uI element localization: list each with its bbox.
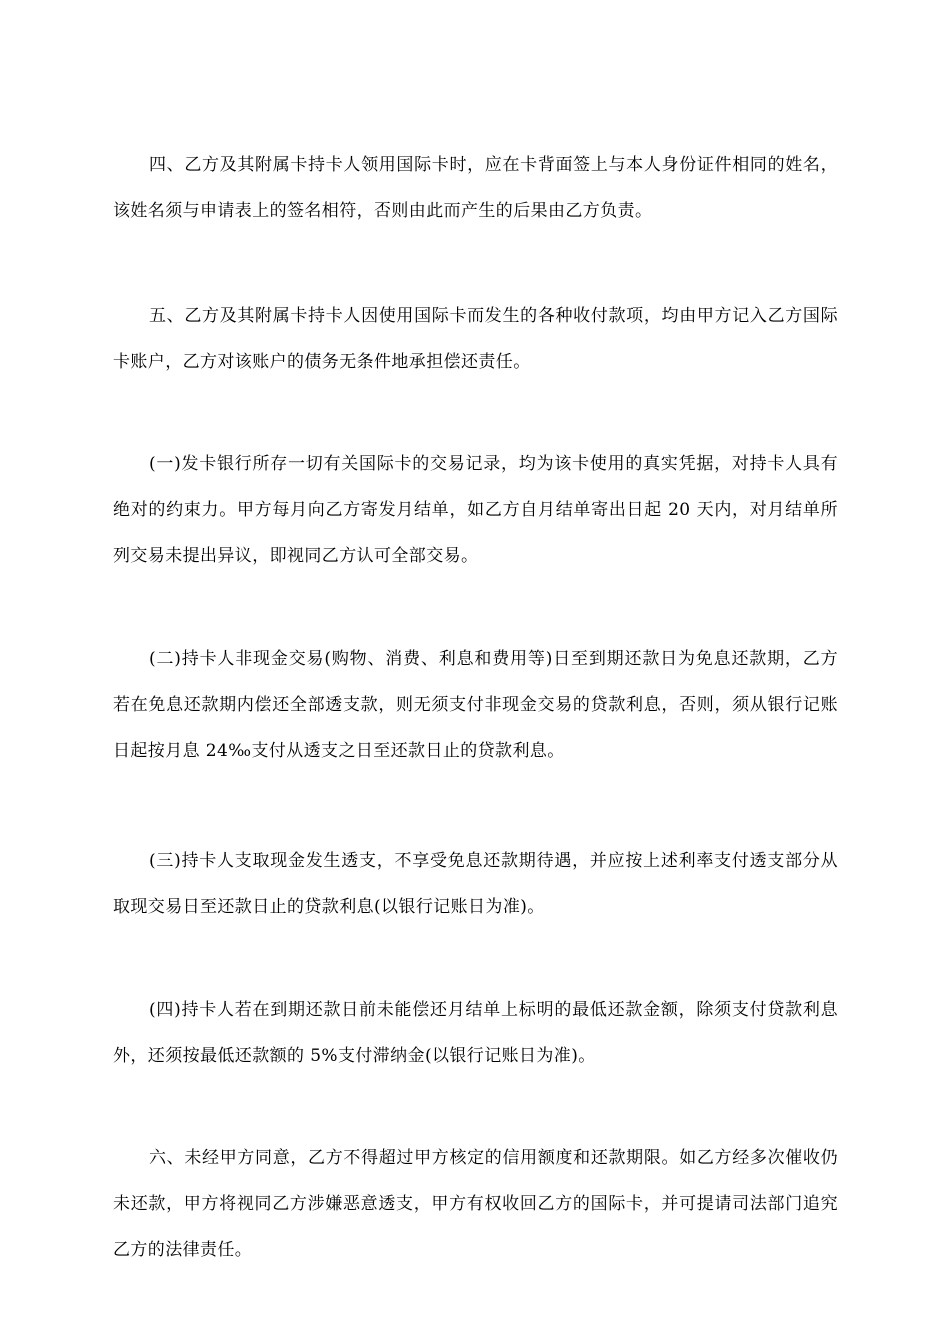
clause-5-item-2-paragraph: (二)持卡人非现金交易(购物、消费、利息和费用等)日至到期还款日为免息还款期，乙方若在免息还款期内偿还全部透支款，则无须支付非现金交易的贷款利息，否则，须从银行记账日起按月息 24‰支付从透支之日至还款日止的贷款利息。 (113, 649, 838, 761)
clause-5-item-4-paragraph: (四)持卡人若在到期还款日前未能偿还月结单上标明的最低还款金额，除须支付贷款利息外，还须按最低还款额的 5%支付滞纳金(以银行记账日为准)。 (113, 1000, 838, 1066)
clause-4-paragraph: 四、乙方及其附属卡持卡人领用国际卡时，应在卡背面签上与本人身份证件相同的姓名，该姓名须与申请表上的签名相符，否则由此而产生的后果由乙方负责。 (113, 155, 838, 221)
clause-6-paragraph: 六、未经甲方同意，乙方不得超过甲方核定的信用额度和还款期限。如乙方经多次催收仍未还款，甲方将视同乙方涉嫌恶意透支，甲方有权收回乙方的国际卡，并可提请司法部门追究乙方的法律责任。 (113, 1148, 838, 1260)
clause-5-item-1-paragraph: (一)发卡银行所存一切有关国际卡的交易记录，均为该卡使用的真实凭据，对持卡人具有绝对的约束力。甲方每月向乙方寄发月结单，如乙方自月结单寄出日起 20 天内，对月结单所列交易未提出异议，即视同乙方认可全部交易。 (113, 454, 838, 566)
clause-5-item-3-paragraph: (三)持卡人支取现金发生透支，不享受免息还款期待遇，并应按上述利率支付透支部分从取现交易日至还款日止的贷款利息(以银行记账日为准)。 (113, 851, 838, 917)
clause-5-paragraph: 五、乙方及其附属卡持卡人因使用国际卡而发生的各种收付款项，均由甲方记入乙方国际卡账户，乙方对该账户的债务无条件地承担偿还责任。 (113, 306, 838, 372)
